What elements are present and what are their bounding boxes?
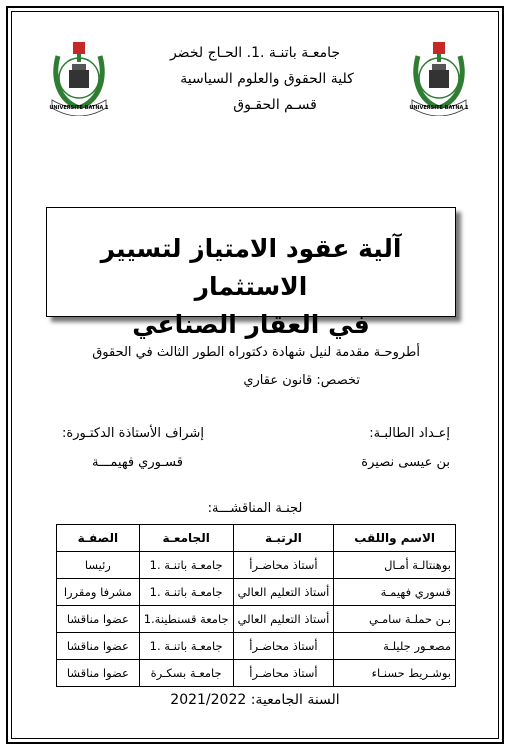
student-label: إعـداد الطالبـة: <box>369 426 450 441</box>
jury-member-rank: أستاذ محاضـرأ <box>233 552 334 579</box>
thesis-title-box <box>46 207 456 339</box>
table-row <box>57 606 456 633</box>
thesis-title-line2: في العقار الصناعي <box>132 310 370 339</box>
jury-member-university: جامعـة بسكـرة <box>139 660 233 687</box>
logo-text: UNIVERSITE BATNA 1 <box>409 105 469 111</box>
table-row <box>57 633 456 660</box>
jury-label: لجنـة المناقشـــة: <box>207 501 303 516</box>
table-row <box>57 660 456 687</box>
supervisor-label: إشراف الأستاذة الدكتـورة: <box>62 426 204 441</box>
jury-member-role: عضوا مناقشا <box>57 606 140 633</box>
jury-member-university: جامعـة باتنـة .1 <box>139 552 233 579</box>
logo-text: UNIVERSITE BATNA 1 <box>49 105 109 111</box>
jury-member-name: مصعـور جليلـة <box>334 633 456 660</box>
jury-member-name: بوشـريط حسنـاء <box>334 660 456 687</box>
jury-member-rank: أستاذ محاضـرأ <box>233 660 334 687</box>
jury-member-role: عضوا مناقشا <box>57 633 140 660</box>
department-name: قسـم الحقـوق <box>233 97 317 113</box>
thesis-specialty: تخصص: قانون عقاري <box>243 373 360 388</box>
student-name: بن عيسى نصيرة <box>361 455 450 470</box>
jury-member-role: عضوا مناقشا <box>57 660 140 687</box>
jury-header-university: الجامعـة <box>139 525 233 552</box>
jury-header-role: الصفـة <box>57 525 140 552</box>
jury-member-rank: أستاذ التعليم العالي <box>233 579 334 606</box>
table-row <box>57 579 456 606</box>
jury-member-role: رئيسا <box>57 552 140 579</box>
jury-member-rank: أستاذ محاضـرأ <box>233 633 334 660</box>
jury-table-header <box>57 525 456 552</box>
table-row <box>57 552 456 579</box>
jury-member-role: مشرفا ومقررا <box>57 579 140 606</box>
jury-table <box>56 524 456 687</box>
supervisor-name: قسـوري فهيمـــة <box>92 455 183 470</box>
jury-member-university: جامعـة باتنـة .1 <box>139 579 233 606</box>
faculty-name: كلية الحقوق والعلوم السياسية <box>180 71 354 87</box>
jury-member-university: جامعة قسنطينة.1 <box>139 606 233 633</box>
jury-member-name: بوهنتالـة أمـال <box>334 552 456 579</box>
thesis-title <box>47 230 455 344</box>
thesis-description: أطروحـة مقدمة لنيل شهادة دكتوراه الطور الثالث في الحقوق <box>92 345 420 360</box>
jury-member-name: بـن حملـة سامـي <box>334 606 456 633</box>
thesis-title-line1: آلية عقود الامتياز لتسيير الاستثمار <box>100 234 402 301</box>
jury-header-rank: الرتبـة <box>233 525 334 552</box>
jury-member-name: قسوري فهيمـة <box>334 579 456 606</box>
jury-member-rank: أستاذ التعليم العالي <box>233 606 334 633</box>
jury-member-university: جامعـة باتنـة .1 <box>139 633 233 660</box>
academic-year: السنة الجامعية: 2021/2022 <box>170 692 340 708</box>
jury-header-name: الاسم واللقب <box>334 525 456 552</box>
institution-header <box>0 40 510 118</box>
university-name: جامعـة باتنـة .1. الحـاج لخضر <box>169 45 341 61</box>
